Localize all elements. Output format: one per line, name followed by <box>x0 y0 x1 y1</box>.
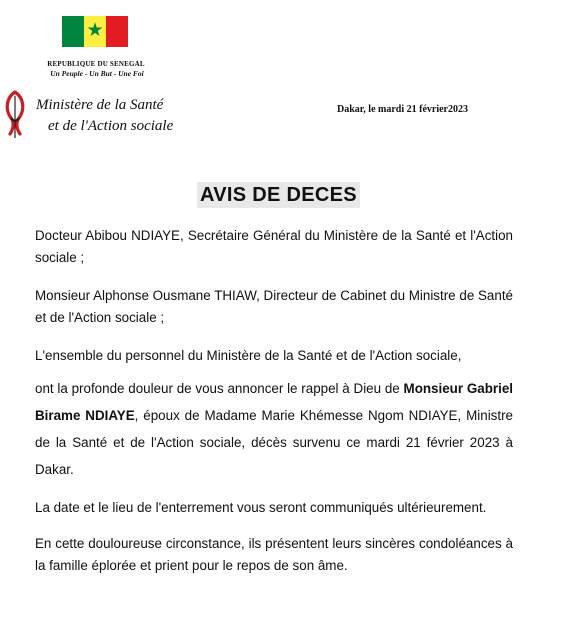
announcement-details: , époux de Madame Marie Khémesse Ngom NDIAYE, Ministre de la Santé et de l'Action sociale, décès survenu ce mardi 21 février 2023 à Dakar. <box>35 408 513 477</box>
senegal-flag <box>62 16 128 47</box>
ministry-name-line2: et de l'Action sociale <box>48 118 174 134</box>
republic-name: REPUBLIQUE DU SENEGAL <box>47 60 145 68</box>
flag-star-icon: ★ <box>86 20 104 41</box>
paragraph-announcement <box>35 375 513 483</box>
ministry-emblem-icon <box>2 88 28 142</box>
paragraph-secretary-general: Docteur Abibou NDIAYE, Secrétaire Général du Ministère de la Santé et l'Action sociale ; <box>35 228 513 265</box>
deceased-name: Monsieur Gabriel Birame NDIAYE <box>35 381 513 423</box>
paragraph-funeral-info: La date et le lieu de l'enterrement vous seront communiqués ultérieurement. <box>35 500 487 515</box>
paragraph-staff: L'ensemble du personnel du Ministère de la Santé et de l'Action sociale, <box>35 348 462 363</box>
ministry-name <box>36 95 173 137</box>
national-motto: Un Peuple - Un But - Une Foi <box>50 69 144 78</box>
paragraph-chief-of-staff: Monsieur Alphonse Ousmane THIAW, Directeur de Cabinet du Ministre de Santé et de l'Action sociale ; <box>35 288 513 325</box>
announcement-lead: ont la profonde douleur de vous annoncer le rappel à Dieu de <box>35 381 404 396</box>
ministry-name-line1: Ministère de la Santé <box>36 97 164 113</box>
notice-title: AVIS DE DECES <box>197 182 360 208</box>
date-line: Dakar, le mardi 21 février2023 <box>337 104 468 115</box>
paragraph-condolences: En cette douloureuse circonstance, ils présentent leurs sincères condoléances à la famille éplorée et prient pour le repos de son âme. <box>35 536 513 573</box>
